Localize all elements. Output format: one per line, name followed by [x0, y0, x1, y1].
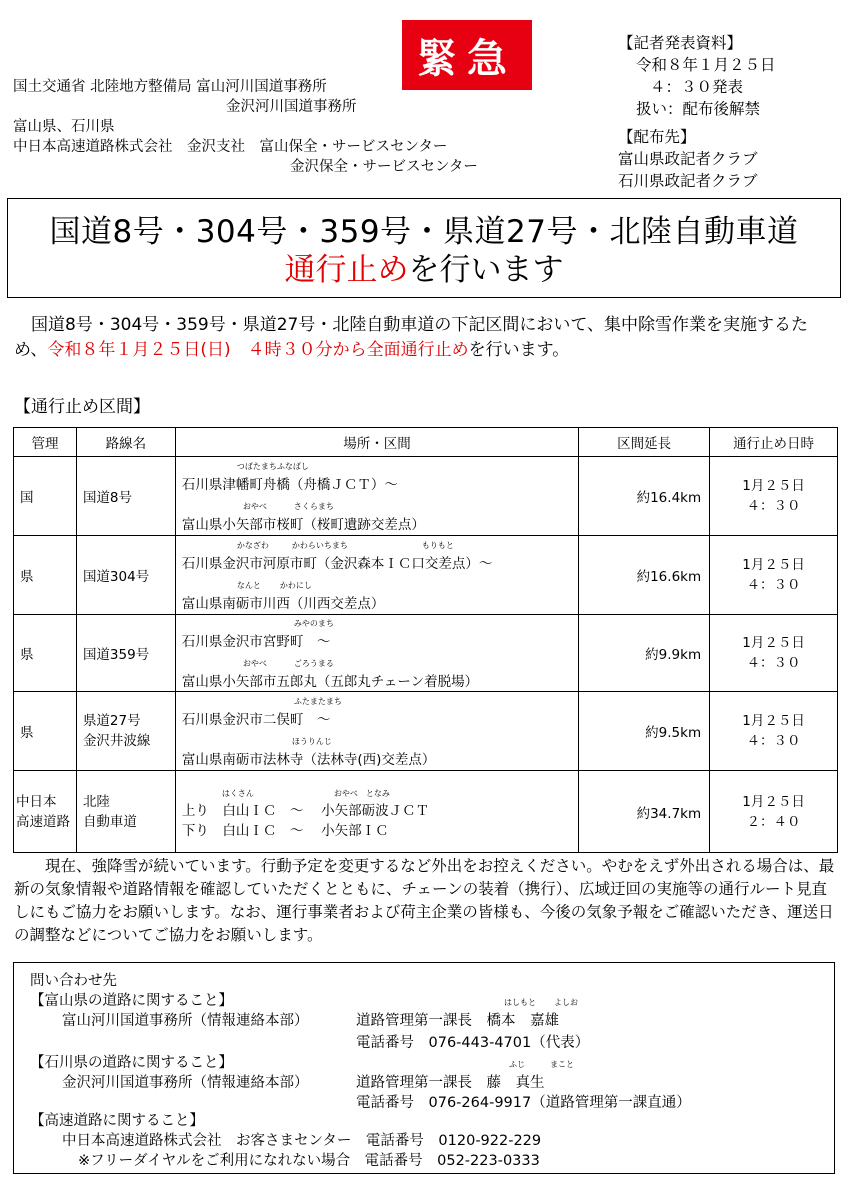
distribution-heading: 【配布先】 — [618, 128, 696, 146]
cell-route: 国道304号 — [76, 536, 175, 615]
cell-datetime — [710, 771, 838, 853]
table-row — [14, 771, 838, 853]
intro-text: 国道8号・304号・359号・県道27号・北陸自動車道の下記区間において、集中除雪作業を実施するため、 — [14, 315, 809, 360]
ruby: かなざわ — [236, 541, 269, 550]
cell-section — [175, 771, 578, 853]
ishikawa-tel: 電話番号 076-264-9917（道路管理第一課直通） — [356, 1095, 691, 1111]
ruby: ごろうまる — [293, 659, 334, 668]
table-row — [14, 457, 838, 536]
intro-highlight: 令和８年１月２５日(日) ４時３０分から全面通行止め — [47, 340, 469, 360]
closure-date: 1月２５日 — [742, 713, 805, 729]
issuer-line-5: 金沢保全・サービスセンター — [290, 159, 478, 175]
section-to: 富山県小矢部市桜町（桜町遺跡交差点） — [181, 517, 425, 533]
cell-section — [175, 457, 578, 536]
table-header-row — [14, 428, 838, 457]
cell-route: 国道359号 — [76, 615, 175, 692]
cell-length: 約16.6km — [579, 536, 710, 615]
release-heading: 【記者発表資料】 — [618, 34, 743, 52]
ruby: なんと — [236, 581, 261, 590]
distribution-item: 富山県政記者クラブ — [618, 150, 758, 168]
route-name: 金沢井波線 — [82, 733, 151, 749]
ruby: もりもと — [421, 541, 454, 550]
closure-date: 1月２５日 — [742, 635, 805, 651]
cell-datetime — [710, 457, 838, 536]
intro-paragraph — [14, 313, 840, 363]
contact-heading: 問い合わせ先 — [30, 973, 117, 989]
contact-box — [13, 962, 835, 1174]
ishikawa-office: 金沢河川国道事務所（情報連絡本部） — [62, 1075, 309, 1091]
header-section: 場所・区間 — [175, 428, 578, 457]
section-down: 下り 白山ＩＣ ～ 小矢部ＩＣ — [181, 822, 389, 839]
release-handling: 扱い：配布後解禁 — [636, 100, 761, 118]
cell-route — [76, 771, 175, 853]
route-name: 自動車道 — [82, 813, 137, 830]
closure-date: 1月２５日 — [742, 793, 805, 810]
closure-date: 1月２５日 — [742, 478, 805, 494]
ruby: まこと — [550, 1060, 574, 1069]
ruby: ほうりんじ — [291, 737, 332, 746]
section-to: 富山県南砺市川西（川西交差点） — [181, 596, 385, 612]
closure-time: ４：３０ — [746, 498, 801, 514]
cell-admin: 国 — [14, 457, 77, 536]
ishikawa-heading: 【石川県の道路に関すること】 — [30, 1055, 233, 1071]
ruby: さくらまち — [293, 502, 334, 511]
ruby: はくさん — [221, 788, 254, 798]
cell-admin: 県 — [14, 692, 77, 771]
closure-table — [13, 427, 838, 853]
ruby: みやのまち — [293, 619, 334, 628]
cell-length: 約34.7km — [579, 771, 710, 853]
notice-paragraph: 現在、強降雪が続いています。行動予定を変更するなど外出をお控えください。やむをえず外出される場合は、最新の気象情報や道路情報を確認していただくとともに、チェーンの装着（携行）、広域迂回の実施等の通行ルート見直しにもご協力をお願いします。なお、運行事業者および荷主企業の皆様も、今後の気象予報をご確認いただき、運送日の調整などについてご協力をお願いします。 — [14, 857, 835, 944]
section-heading: 【通行止め区間】 — [14, 397, 150, 417]
highway-line-2: ※フリーダイヤルをご利用になれない場合 電話番号 052-223-0333 — [78, 1153, 540, 1169]
highway-heading: 【高速道路に関すること】 — [30, 1113, 204, 1129]
title-closure-text: 通行止め — [284, 252, 409, 288]
ishikawa-person: 道路管理第一課長 藤 真生 — [356, 1075, 545, 1091]
cell-section — [175, 692, 578, 771]
cell-section — [175, 615, 578, 692]
closure-date: 1月２５日 — [742, 557, 805, 573]
intro-text-end: を行います。 — [468, 340, 570, 360]
cell-route — [76, 692, 175, 771]
header-length: 区間延長 — [579, 428, 710, 457]
ruby: おやべ — [242, 502, 267, 511]
section-up: 上り 白山ＩＣ ～ 小矢部砺波ＪＣＴ — [181, 802, 430, 819]
table-row — [14, 536, 838, 615]
toyama-office: 富山河川国道事務所（情報連絡本部） — [62, 1013, 309, 1029]
issuer-line-4: 中日本高速道路株式会社 金沢支社 富山保全・サービスセンター — [13, 139, 448, 155]
ruby: ふたまたまち — [293, 697, 342, 706]
issuer-line-3: 富山県、石川県 — [13, 119, 115, 135]
toyama-person: 道路管理第一課長 橋本 嘉雄 — [356, 1013, 559, 1029]
header-admin: 管理 — [14, 428, 77, 457]
ruby: となみ — [365, 788, 390, 798]
urgent-badge: 緊急 — [402, 20, 532, 90]
section-from: 石川県金沢市宮野町 ～ — [181, 634, 331, 650]
release-date: 令和８年１月２５日 — [636, 56, 776, 74]
closure-time: ４：３０ — [746, 577, 801, 593]
closure-time: ４：３０ — [746, 655, 801, 671]
ruby: はしもと — [504, 998, 536, 1007]
ruby: かわにし — [279, 581, 312, 590]
issuer-line-2: 金沢河川国道事務所 — [226, 99, 357, 115]
cell-length: 約16.4km — [579, 457, 710, 536]
cell-admin: 県 — [14, 536, 77, 615]
section-to: 富山県南砺市法林寺（法林寺(西)交差点） — [181, 752, 436, 768]
table-row — [14, 692, 838, 771]
issuer-line-1: 国土交通省 北陸地方整備局 富山河川国道事務所 — [13, 79, 327, 95]
admin-name: 高速道路 — [16, 813, 70, 830]
cell-length: 約9.5km — [579, 692, 710, 771]
release-time: ４：３０発表 — [650, 78, 744, 96]
cell-datetime — [710, 615, 838, 692]
ruby: かわらいちまち — [291, 541, 348, 550]
section-from: 石川県金沢市二俣町 ～ — [181, 712, 331, 728]
cell-route: 国道8号 — [76, 457, 175, 536]
section-to: 富山県小矢部市五郎丸（五郎丸チェーン着脱場） — [181, 674, 479, 690]
closure-time: ４：３０ — [746, 733, 801, 749]
title-line-2 — [8, 251, 840, 289]
distribution-item: 石川県政記者クラブ — [618, 172, 758, 190]
title-rest-text: を行います — [408, 252, 564, 288]
ruby: おやべ — [333, 788, 358, 798]
ruby: つばたまちふなばし — [236, 462, 309, 471]
ruby: おやべ — [242, 659, 267, 668]
cell-length: 約9.9km — [579, 615, 710, 692]
title-line-1: 国道8号・304号・359号・県道27号・北陸自動車道 — [49, 214, 799, 250]
header-datetime: 通行止め日時 — [710, 428, 838, 457]
cell-admin: 県 — [14, 615, 77, 692]
route-name: 県道27号 — [82, 713, 141, 729]
section-from: 石川県津幡町舟橋（舟橋ＪＣＴ）～ — [181, 477, 398, 493]
ruby: よしお — [554, 998, 578, 1007]
closure-time: ２：４０ — [746, 813, 801, 830]
admin-name: 中日本 — [16, 793, 57, 810]
toyama-tel: 電話番号 076-443-4701（代表） — [356, 1035, 590, 1051]
title-box — [7, 198, 841, 298]
cell-section — [175, 536, 578, 615]
cell-datetime — [710, 536, 838, 615]
toyama-heading: 【富山県の道路に関すること】 — [30, 993, 233, 1009]
ruby: ふじ — [509, 1060, 525, 1069]
table-row — [14, 615, 838, 692]
cell-datetime — [710, 692, 838, 771]
section-from: 石川県金沢市河原市町（金沢森本ＩＣ口交差点）～ — [181, 556, 493, 572]
route-name: 北陸 — [82, 793, 110, 810]
cell-admin — [14, 771, 77, 853]
header-route: 路線名 — [76, 428, 175, 457]
highway-line-1: 中日本高速道路株式会社 お客さまセンター 電話番号 0120-922-229 — [62, 1133, 542, 1149]
